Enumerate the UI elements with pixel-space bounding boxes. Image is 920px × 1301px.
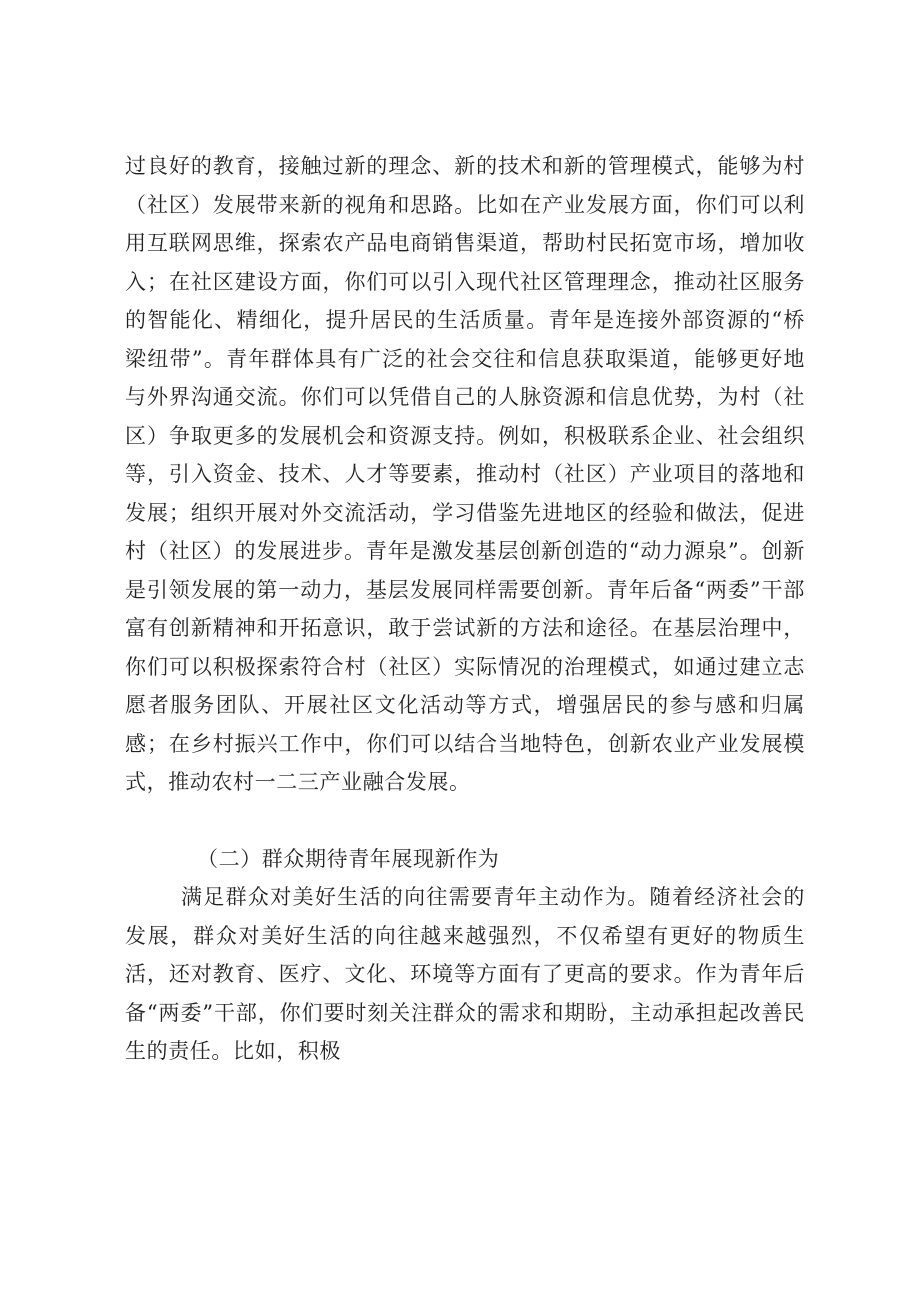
body-paragraph: 满足群众对美好生活的向往需要青年主动作为。随着经济社会的发展，群众对美好生活的向往越来越强烈，不仅希望有更好的物质生活，还对教育、医疗、文化、环境等方面有了更高的要求。作为青年后备“两委”干部，你们要时刻关注群众的需求和期盼，主动承担起改善民生的责任。比如，积极 (125, 885, 805, 1063)
section-heading: （二）群众期待青年展现新作为 (197, 846, 500, 871)
document-body (125, 147, 805, 1071)
body-paragraph: 过良好的教育，接触过新的理念、新的技术和新的管理模式，能够为村（社区）发展带来新的视角和思路。比如在产业发展方面，你们可以利用互联网思维，探索农产品电商销售渠道，帮助村民拓宽市场，增加收入；在社区建设方面，你们可以引入现代社区管理理念，推动社区服务的智能化、精细化，提升居民的生活质量。青年是连接外部资源的“桥梁纽带”。青年群体具有广泛的社会交往和信息获取渠道，能够更好地与外界沟通交流。你们可以凭借自己的人脉资源和信息优势，为村（社区）争取更多的发展机会和资源支持。例如，积极联系企业、社会组织等，引入资金、技术、人才等要素，推动村（社区）产业项目的落地和发展；组织开展对外交流活动，学习借鉴先进地区的经验和做法，促进村（社区）的发展进步。青年是激发基层创新创造的“动力源泉”。创新是引领发展的第一动力，基层发展同样需要创新。青年后备“两委”干部富有创新精神和开拓意识，敢于尝试新的方法和途径。在基层治理中，你们可以积极探索符合村（社区）实际情况的治理模式，如通过建立志愿者服务团队、开展社区文化活动等方式，增强居民的参与感和归属感；在乡村振兴工作中，你们可以结合当地特色，创新农业产业发展模式，推动农村一二三产业融合发展。 (125, 154, 805, 794)
